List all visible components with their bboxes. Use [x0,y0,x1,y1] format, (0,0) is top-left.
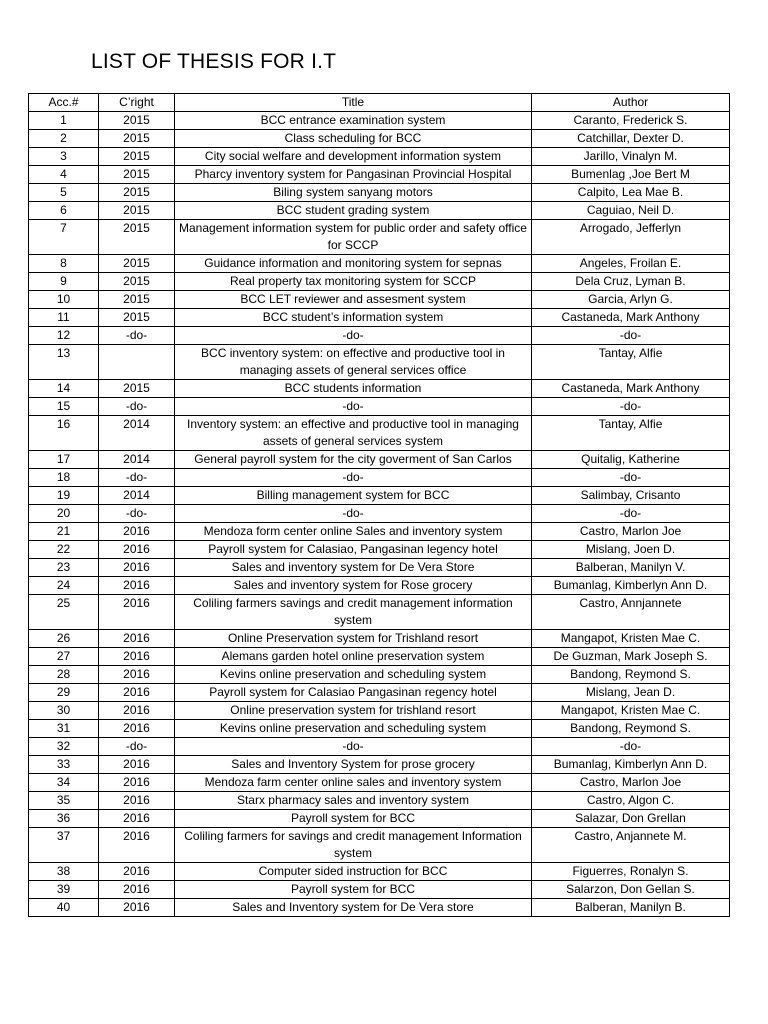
cell-title: BCC student grading system [175,202,532,220]
cell-title: BCC LET reviewer and assesment system [175,291,532,309]
cell-acc: 32 [29,738,99,756]
cell-acc: 11 [29,309,99,327]
cell-title: Payroll system for Calasiao, Pangasinan legency hotel [175,541,532,559]
cell-title: BCC inventory system: on effective and productive tool in managing assets of general services office [175,345,532,380]
cell-title: Mendoza form center online Sales and inventory system [175,523,532,541]
cell-title: Class scheduling for BCC [175,130,532,148]
cell-title: Payroll system for BCC [175,881,532,899]
cell-acc: 34 [29,774,99,792]
cell-acc: 29 [29,684,99,702]
cell-author: Dela Cruz, Lyman B. [532,273,730,291]
cell-title: Coliling farmers savings and credit management information system [175,595,532,630]
table-row [29,774,730,792]
cell-author: Tantay, Alfie [532,416,730,451]
cell-year: 2016 [99,881,175,899]
cell-title: Billing management system for BCC [175,487,532,505]
table-row [29,863,730,881]
table-row [29,220,730,255]
cell-year: -do- [99,398,175,416]
cell-title: BCC student’s information system [175,309,532,327]
table-row [29,523,730,541]
cell-acc: 36 [29,810,99,828]
cell-year: 2015 [99,202,175,220]
cell-acc: 21 [29,523,99,541]
cell-acc: 8 [29,255,99,273]
cell-title: Sales and Inventory System for prose grocery [175,756,532,774]
cell-acc: 14 [29,380,99,398]
table-header-row [29,94,730,112]
cell-title: Sales and inventory system for De Vera Store [175,559,532,577]
cell-author: Caranto, Frederick S. [532,112,730,130]
cell-title: Pharcy inventory system for Pangasinan Provincial Hospital [175,166,532,184]
cell-acc: 4 [29,166,99,184]
cell-author: -do- [532,505,730,523]
cell-year: 2015 [99,184,175,202]
cell-acc: 13 [29,345,99,380]
cell-acc: 2 [29,130,99,148]
table-row [29,416,730,451]
cell-title: General payroll system for the city goverment of San Carlos [175,451,532,469]
cell-author: -do- [532,469,730,487]
cell-author: Balberan, Manilyn V. [532,559,730,577]
cell-author: Castro, Algon C. [532,792,730,810]
cell-acc: 18 [29,469,99,487]
cell-acc: 12 [29,327,99,345]
cell-author: Castaneda, Mark Anthony [532,309,730,327]
cell-year: 2016 [99,523,175,541]
cell-year: 2015 [99,130,175,148]
cell-acc: 22 [29,541,99,559]
cell-year: 2015 [99,112,175,130]
table-row [29,345,730,380]
cell-author: Mislang, Joen D. [532,541,730,559]
table-row [29,148,730,166]
table-row [29,273,730,291]
cell-author: Garcia, Arlyn G. [532,291,730,309]
cell-acc: 30 [29,702,99,720]
cell-title: BCC students information [175,380,532,398]
cell-acc: 16 [29,416,99,451]
cell-year: 2016 [99,720,175,738]
cell-author: Mislang, Jean D. [532,684,730,702]
cell-year: 2016 [99,792,175,810]
table-row [29,559,730,577]
table-row [29,577,730,595]
cell-author: De Guzman, Mark Joseph S. [532,648,730,666]
cell-acc: 23 [29,559,99,577]
table-row [29,720,730,738]
table-row [29,648,730,666]
cell-title: Real property tax monitoring system for SCCP [175,273,532,291]
table-row [29,469,730,487]
cell-year: 2016 [99,541,175,559]
cell-author: Tantay, Alfie [532,345,730,380]
cell-author: Bandong, Reymond S. [532,666,730,684]
cell-author: Castro, Anjannete M. [532,828,730,863]
cell-year: 2016 [99,630,175,648]
cell-year: 2014 [99,451,175,469]
cell-title: -do- [175,469,532,487]
cell-acc: 3 [29,148,99,166]
table-row [29,255,730,273]
thesis-table [28,93,730,917]
cell-year: 2016 [99,577,175,595]
cell-acc: 27 [29,648,99,666]
cell-title: Management information system for public order and safety office for SCCP [175,220,532,255]
table-row [29,756,730,774]
cell-year: -do- [99,469,175,487]
table-row [29,451,730,469]
cell-author: Calpito, Lea Mae B. [532,184,730,202]
column-header-title: Title [175,94,532,112]
cell-author: Bandong, Reymond S. [532,720,730,738]
cell-acc: 26 [29,630,99,648]
cell-author: Salarzon, Don Gellan S. [532,881,730,899]
cell-author: Angeles, Froilan E. [532,255,730,273]
cell-year: 2015 [99,166,175,184]
cell-acc: 37 [29,828,99,863]
cell-author: Castaneda, Mark Anthony [532,380,730,398]
cell-author: Caguiao, Neil D. [532,202,730,220]
cell-acc: 35 [29,792,99,810]
table-row [29,309,730,327]
table-row [29,202,730,220]
table-row [29,881,730,899]
cell-year: 2016 [99,899,175,917]
cell-acc: 10 [29,291,99,309]
cell-year: 2015 [99,309,175,327]
cell-title: BCC entrance examination system [175,112,532,130]
cell-author: Salazar, Don Grellan [532,810,730,828]
cell-year: 2016 [99,774,175,792]
cell-title: Kevins online preservation and scheduling system [175,720,532,738]
cell-author: Bumenlag ,Joe Bert M [532,166,730,184]
cell-acc: 5 [29,184,99,202]
cell-year: 2016 [99,684,175,702]
cell-title: Coliling farmers for savings and credit management Information system [175,828,532,863]
cell-title: Inventory system: an effective and productive tool in managing assets of general services system [175,416,532,451]
table-row [29,541,730,559]
table-row [29,702,730,720]
cell-title: Alemans garden hotel online preservation system [175,648,532,666]
page-title: LIST OF THESIS FOR I.T [91,50,337,73]
cell-acc: 40 [29,899,99,917]
cell-year: 2014 [99,416,175,451]
cell-acc: 24 [29,577,99,595]
cell-author: Salimbay, Crisanto [532,487,730,505]
table-row [29,166,730,184]
cell-title: Payroll system for BCC [175,810,532,828]
cell-author: Balberan, Manilyn B. [532,899,730,917]
cell-acc: 17 [29,451,99,469]
cell-year: 2016 [99,648,175,666]
cell-acc: 1 [29,112,99,130]
table-row [29,792,730,810]
cell-author: Bumanlag, Kimberlyn Ann D. [532,756,730,774]
cell-title: Starx pharmacy sales and inventory system [175,792,532,810]
cell-acc: 6 [29,202,99,220]
cell-author: -do- [532,327,730,345]
cell-title: Payroll system for Calasiao Pangasinan regency hotel [175,684,532,702]
cell-title: City social welfare and development information system [175,148,532,166]
cell-year: 2016 [99,756,175,774]
cell-acc: 31 [29,720,99,738]
table-row [29,327,730,345]
table-row [29,130,730,148]
table-row [29,828,730,863]
cell-acc: 39 [29,881,99,899]
cell-title: -do- [175,398,532,416]
table-row [29,398,730,416]
cell-year: 2016 [99,828,175,863]
cell-year: -do- [99,738,175,756]
cell-title: Guidance information and monitoring system for sepnas [175,255,532,273]
cell-author: -do- [532,398,730,416]
table-row [29,380,730,398]
cell-title: -do- [175,738,532,756]
cell-author: Castro, Annjannete [532,595,730,630]
cell-acc: 33 [29,756,99,774]
cell-title: Sales and inventory system for Rose grocery [175,577,532,595]
table-row [29,684,730,702]
cell-year: 2016 [99,863,175,881]
cell-title: Sales and Inventory system for De Vera store [175,899,532,917]
table-row [29,666,730,684]
cell-year: 2016 [99,559,175,577]
column-header-year: C’right [99,94,175,112]
cell-year: -do- [99,327,175,345]
cell-acc: 9 [29,273,99,291]
cell-author: Mangapot, Kristen Mae C. [532,702,730,720]
cell-title: Biling system sanyang motors [175,184,532,202]
cell-author: Jarillo, Vinalyn M. [532,148,730,166]
cell-author: Castro, Marlon Joe [532,774,730,792]
cell-acc: 28 [29,666,99,684]
cell-year: 2015 [99,273,175,291]
cell-acc: 25 [29,595,99,630]
cell-year: 2015 [99,291,175,309]
table-row [29,899,730,917]
cell-title: -do- [175,327,532,345]
column-header-author: Author [532,94,730,112]
cell-title: Mendoza farm center online sales and inventory system [175,774,532,792]
table-row [29,595,730,630]
cell-author: Castro, Marlon Joe [532,523,730,541]
cell-year [99,345,175,380]
cell-year: 2016 [99,810,175,828]
cell-title: Kevins online preservation and scheduling system [175,666,532,684]
table-row [29,738,730,756]
table-row [29,184,730,202]
table-row [29,630,730,648]
cell-year: 2015 [99,255,175,273]
column-header-acc: Acc.# [29,94,99,112]
cell-year: 2016 [99,702,175,720]
cell-author: Quitalig, Katherine [532,451,730,469]
cell-author: Bumanlag, Kimberlyn Ann D. [532,577,730,595]
cell-acc: 7 [29,220,99,255]
cell-title: Online Preservation system for Trishland resort [175,630,532,648]
cell-title: Online preservation system for trishland resort [175,702,532,720]
cell-title: -do- [175,505,532,523]
cell-acc: 15 [29,398,99,416]
cell-author: Catchillar, Dexter D. [532,130,730,148]
table-row [29,505,730,523]
table-row [29,810,730,828]
cell-acc: 38 [29,863,99,881]
cell-year: 2015 [99,220,175,255]
cell-year: -do- [99,505,175,523]
cell-year: 2015 [99,148,175,166]
cell-year: 2016 [99,666,175,684]
cell-acc: 20 [29,505,99,523]
table-row [29,112,730,130]
cell-year: 2015 [99,380,175,398]
cell-author: Mangapot, Kristen Mae C. [532,630,730,648]
table-row [29,487,730,505]
cell-author: -do- [532,738,730,756]
cell-title: Computer sided instruction for BCC [175,863,532,881]
cell-author: Figuerres, Ronalyn S. [532,863,730,881]
cell-year: 2016 [99,595,175,630]
cell-year: 2014 [99,487,175,505]
table-row [29,291,730,309]
cell-acc: 19 [29,487,99,505]
cell-author: Arrogado, Jefferlyn [532,220,730,255]
